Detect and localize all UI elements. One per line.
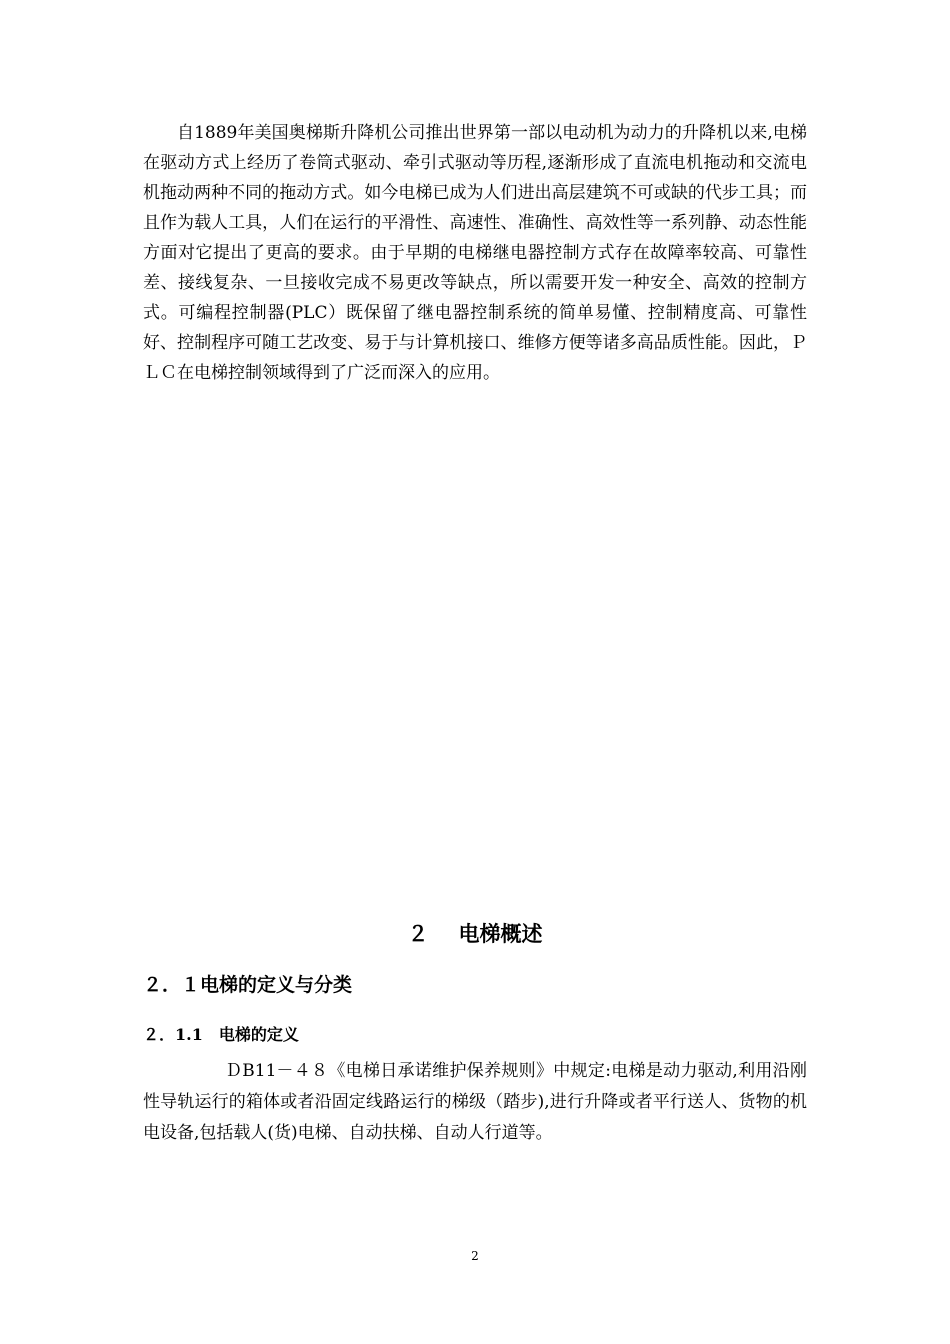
chapter-title: 电梯概述: [458, 922, 543, 946]
chapter-heading: [0, 918, 950, 950]
intro-paragraph: 自1889年美国奥梯斯升降机公司推出世界第一部以电动机为动力的升降机以来,电梯在驱动方式上经历了卷筒式驱动、牵引式驱动等历程,逐渐形成了直流电机拖动和交流电机拖动两种不同的拖动方式。如今电梯已成为人们进出高层建筑不可或缺的代步工具；而且作为载人工具，人们在运行的平滑性、高速性、准确性、高效性等一系列静、动态性能方面对它提出了更高的要求。由于早期的电梯继电器控制方式存在故障率较高、可靠性差、接线复杂、一旦接收完成不易更改等缺点，所以需要开发一种安全、高效的控制方式。可编程控制器(PLC）既保留了继电器控制系统的简单易懂、控制精度高、可靠性好、控制程序可随工艺改变、易于与计算机接口、维修方便等诸多高品质性能。因此，ＰＬＣ在电梯控制领域得到了广泛而深入的应用。: [143, 123, 807, 383]
section-heading: ２．１电梯的定义与分类: [143, 974, 353, 996]
chapter-number: ２: [407, 922, 429, 946]
page-number: 2: [471, 1249, 479, 1263]
subsection-title: 电梯的定义: [218, 1025, 299, 1044]
subsection-number: ２．1.1: [143, 1025, 203, 1044]
subsection-heading: [143, 1022, 299, 1048]
definition-paragraph: ＤB11－４８《电梯日承诺维护保养规则》中规定:电梯是动力驱动,利用沿刚性导轨运行的箱体或者沿固定线路运行的梯级（踏步),进行升降或者平行送人、货物的机电设备,包括载人(货)电梯、自动扶梯、自动人行道等。: [143, 1061, 807, 1143]
